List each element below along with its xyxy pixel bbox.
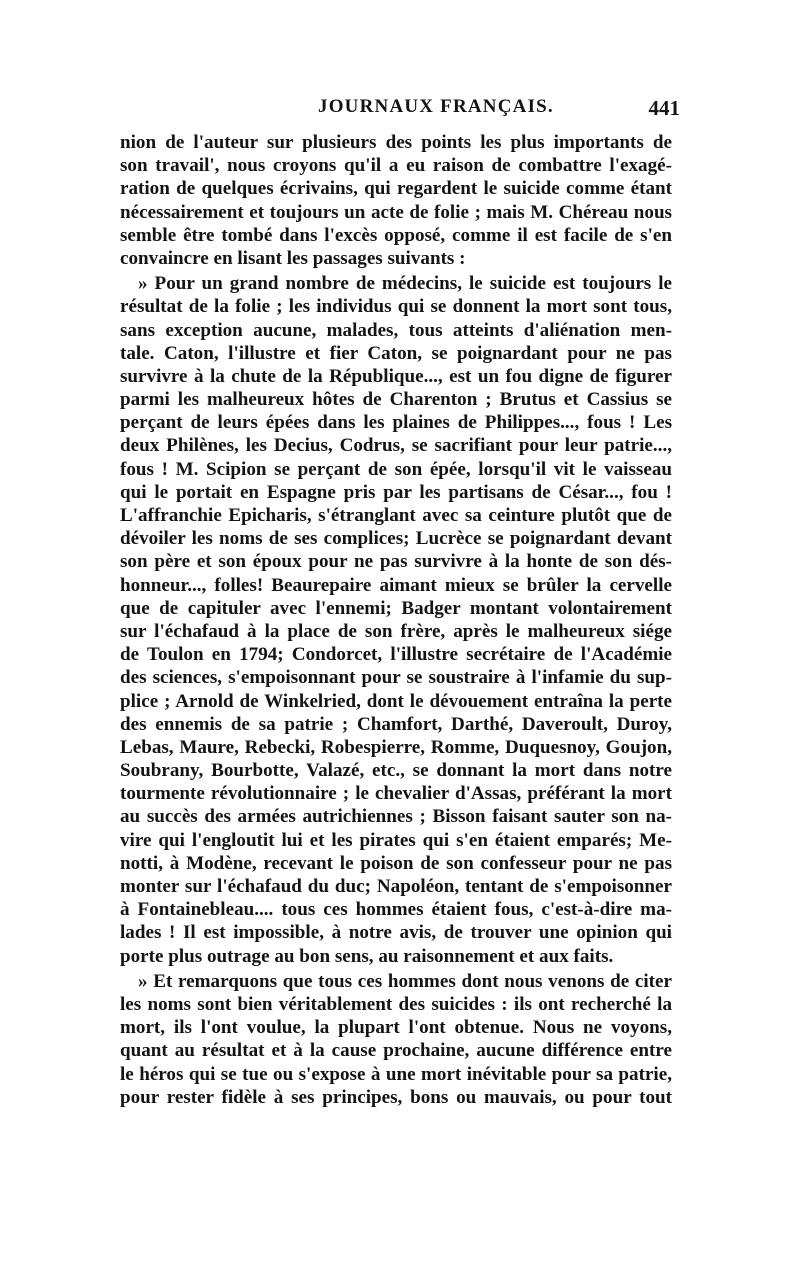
running-head bbox=[120, 96, 680, 124]
text-line: L'affranchie Epicharis, s'étranglant avec sa ceinture plutôt que de bbox=[120, 505, 672, 526]
text-line: tourmente révolutionnaire ; le chevalier d'Assas, préférant la mort bbox=[120, 783, 672, 805]
text-line: vire qui l'engloutit lui et les pirates qui s'en étaient emparés; Me- bbox=[120, 829, 672, 851]
text-line: au succès des armées autrichiennes ; Bisson faisant sauter son na- bbox=[120, 806, 672, 828]
text-line: semble être tombé dans l'excès opposé, comme il est facile de s'en bbox=[120, 224, 672, 246]
page-number: 441 bbox=[648, 96, 680, 120]
text-line: mort, ils l'ont voulue, la plupart l'ont obtenue. Nous ne voyons, bbox=[120, 1017, 672, 1039]
text-line: » Pour un grand nombre de médecins, le suicide est toujours le bbox=[138, 273, 672, 295]
text-line: plice ; Arnold de Winkelried, dont le dévouement entraîna la perte bbox=[120, 690, 672, 712]
text-line: résultat de la folie ; les individus qui se donnent la mort sont tous, bbox=[120, 296, 672, 318]
text-line: les noms sont bien véritablement des suicides : ils ont recherché la bbox=[120, 993, 672, 1015]
text-line: » Et remarquons que tous ces hommes dont nous venons de citer bbox=[138, 970, 672, 992]
text-line: des ennemis de sa patrie ; Chamfort, Darthé, Daveroult, Duroy, bbox=[120, 713, 672, 735]
text-line: notti, à Modène, recevant le poison de son confesseur pour ne pas bbox=[120, 852, 672, 874]
text-line: convaincre en lisant les passages suivants : bbox=[120, 247, 466, 269]
text-line: deux Philènes, les Decius, Codrus, se sacrifiant pour leur patrie..., bbox=[120, 435, 672, 457]
paragraph bbox=[120, 272, 672, 968]
text-line: que de capituler avec l'ennemi; Badger montant volontairement bbox=[120, 597, 672, 619]
text-line: dévoiler les noms de ses complices; Lucrèce se poignardant devant bbox=[120, 528, 672, 550]
text-line: Lebas, Maure, Rebecki, Robespierre, Romme, Duquesnoy, Goujon, bbox=[120, 736, 672, 758]
text-line: nécessairement et toujours un acte de folie ; mais M. Chéreau nous bbox=[120, 201, 672, 223]
text-line: Soubrany, Bourbotte, Valazé, etc., se donnant la mort dans notre bbox=[120, 760, 672, 782]
body-text bbox=[120, 131, 672, 1109]
text-line: qui le portait en Espagne pris par les partisans de César..., fou ! bbox=[120, 481, 672, 503]
text-line: porte plus outrage au bon sens, au raisonnement et aux faits. bbox=[120, 945, 614, 967]
text-line: le héros qui se tue ou s'expose à une mort inévitable pour sa patrie, bbox=[120, 1063, 672, 1085]
text-line: perçant de leurs épées dans les plaines de Philippes..., fous ! Les bbox=[120, 412, 672, 434]
text-line: monter sur l'échafaud du duc; Napoléon, tentant de s'empoisonner bbox=[120, 876, 672, 897]
text-line: sans exception aucune, malades, tous atteints d'aliénation men- bbox=[120, 319, 672, 341]
text-line: parmi les malheureux hôtes de Charenton ; Brutus et Cassius se bbox=[120, 389, 672, 411]
text-line: sur l'échafaud à la place de son frère, après le malheureux siége bbox=[120, 620, 672, 642]
text-line: des sciences, s'empoisonnant pour se soustraire à l'infamie du sup- bbox=[120, 667, 672, 689]
text-line: tale. Caton, l'illustre et fier Caton, se poignardant pour ne pas bbox=[120, 342, 672, 364]
text-line: ration de quelques écrivains, qui regardent le suicide comme étant bbox=[120, 178, 672, 200]
text-line: son père et son époux pour ne pas survivre à la honte de son dés- bbox=[120, 551, 672, 573]
text-line: son travail', nous croyons qu'il a eu raison de combattre l'exagé- bbox=[120, 155, 672, 177]
paragraph bbox=[120, 970, 672, 1109]
text-line: honneur..., folles! Beaurepaire aimant mieux se brûler la cervelle bbox=[120, 574, 672, 596]
text-line: survivre à la chute de la République..., est un fou digne de figurer bbox=[120, 365, 672, 387]
paragraph bbox=[120, 131, 672, 270]
text-line: à Fontainebleau.... tous ces hommes étaient fous, c'est-à-dire ma- bbox=[120, 899, 672, 921]
text-line: pour rester fidèle à ses principes, bons ou mauvais, ou pour tout bbox=[120, 1086, 672, 1108]
text-line: de Toulon en 1794; Condorcet, l'illustre secrétaire de l'Académie bbox=[120, 644, 672, 666]
text-line: lades ! Il est impossible, à notre avis, de trouver une opinion qui bbox=[120, 922, 672, 944]
text-line: fous ! M. Scipion se perçant de son épée, lorsqu'il vit le vaisseau bbox=[120, 458, 672, 480]
text-line: nion de l'auteur sur plusieurs des points les plus importants de bbox=[120, 132, 672, 153]
running-title: JOURNAUX FRANÇAIS. bbox=[318, 96, 554, 117]
text-line: quant au résultat et à la cause prochaine, aucune différence entre bbox=[120, 1040, 672, 1062]
